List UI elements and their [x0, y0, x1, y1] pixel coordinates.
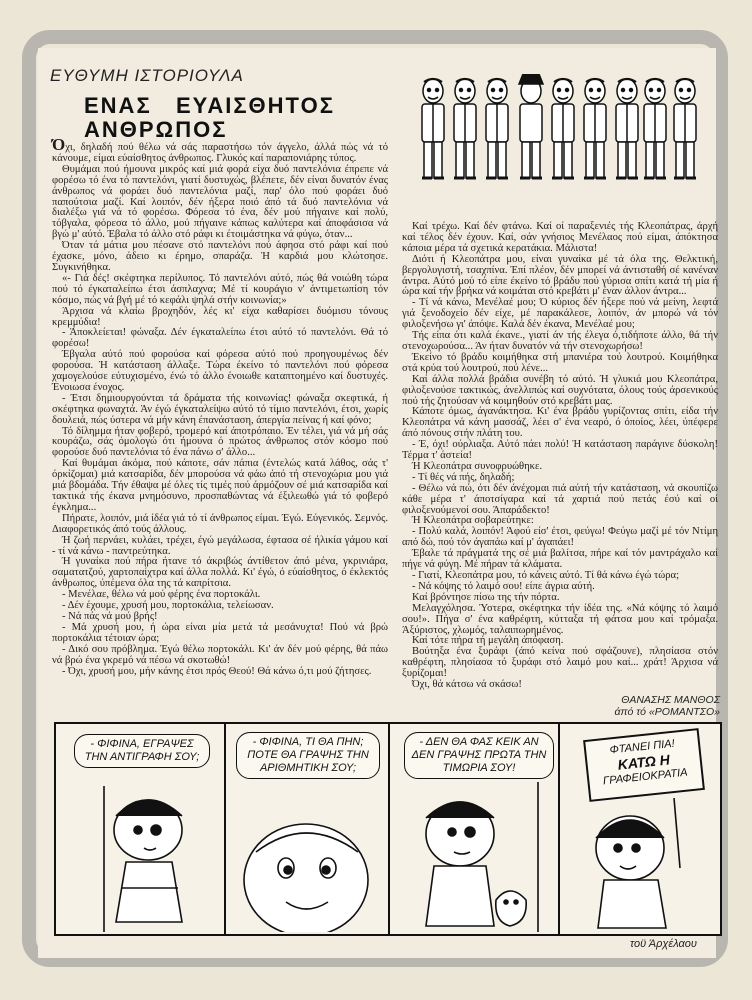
paragraph: Έβαλε τά πράγματά της σέ μιά βαλίτσα, πήρε καί τόν μαντράχαλο καί πήγε νά φύγη. Μέ πήραν τά κλάματα. — [402, 548, 718, 571]
paragraph: Καί βρόντησε πίσω της τήν πόρτα. — [412, 591, 560, 603]
comic-panel-3 — [390, 724, 560, 934]
men-in-suits-illustration — [418, 74, 700, 192]
paragraph: «- Γιά δές! σκέφτηκα περίλυπος. Τό παντελόνι αύτό, πώς θά νοιώθη τώρα πού τό έγκαταλείπω έτσι άσπλαχνα; Μέ τί κουράγιο ν' άντιμετωπίση τόν κόσμο, πώς νά βγή μέ τό κεφάλι ψηλά στήν κοινωνία;» — [52, 272, 388, 306]
paragraph: - Πολύ καλά, λοιπόν! Άφού είσ' έτσι, φεύγω! Φεύγω μαζί μέ τόν Ντίμη από δώ, πού τόν άγαπάω καί μ' άγαπάει! — [402, 526, 718, 549]
paragraph: Μελαγχόλησα. Ύστερα, σκέφτηκα τήν ίδέα της. «Νά κόψης τό λαιμό σου!». Πήγα σ' ένα καθρέφτη, κύτταξα τή φάτσα μου καί τρόμαξα. Άξύριστος, χλωμός, ταλαιπωρημένος. — [402, 602, 718, 636]
girl-protesting-drawing — [570, 798, 720, 932]
paragraph: Ή γυναίκα πού πήρα ήτανε τό άκριβώς άντίθετον άπό μένα, γκρινιάρα, σαματατζού, χαρτοπαίχτρα καί άλλα πολλά. Κι' έγώ, ό εύαίσθητος, ό έκλεκτός άνθρωπος, ύπέμενα όλα της τά καπρίτσια. — [52, 556, 388, 590]
paragraph: Πήρατε, λοιπόν, μιά ίδέα γιά τό τί άνθρωπος είμαι. Έγώ. Εύγενικός. Σεμνός. Διαφορετικός άπό τούς άλλους. — [52, 512, 388, 535]
paragraph: Τό δίλημμα ήταν φοβερό, τρομερό καί άποτρόπαιο. Έν τέλει, γιά νά μή σάς κουράζω, σάς όμολογώ ότι ήμουνα ό πρώτος άνθρωπος στόν κόσμο πού φορούσε δυό παντελόνια τό ένα πάνω σ' άλλο... — [52, 425, 388, 459]
left-text-column — [52, 135, 388, 677]
comic-panel-4 — [560, 724, 722, 934]
paragraph: - Μενέλαε, θέλω νά μού φέρης ένα πορτοκάλι. — [62, 589, 261, 601]
comic-panel-1 — [56, 724, 226, 934]
paragraph: Θυμάμαι πού ήμουνα μικρός καί μιά φορά είχα δυό παντελόνια έπρεπε νά φορέσω τό ένα τό παντελόνι, γιατί δυστυχώς, βλέπετε, δέν είναι δυνατόν ένας άνθρωπος νά φοράει δυό παντελόνια μαζί, παρ' όλο πού φοράει δυό παπούτσια μαζί. Καί λοιπόν, δέν ήξερα ποιό άπό τά δυό παντελόνια νά διαλέξω γιά νά τό φορέσω. Φόρεσα τό ένα, δέν μού πήγαινε καί πολύ, τόβγαλα, φόρεσα τό άλλο, μού πήγαινε κάπως καλύτερα καί άποφάσισα νά βγώ μ' αύτό. Έβαλα τό άλλο στό ράφι κι έτοιμάστηκα νά φύγω, όταν... — [52, 163, 388, 241]
article-source: άπό τό «ΡΟΜΑΝΤΣΟ» — [614, 706, 720, 718]
comic-panel-2 — [226, 724, 390, 934]
paragraph: - Δέν έχουμε, χρυσή μου, πορτοκάλια, τελείωσαν. — [62, 600, 274, 612]
paragraph: Άρχισα νά κλαίω βροχηδόν, λές κι' είχα καθαρίσει δυόμισυ τόνους κρεμμύδια! — [52, 305, 388, 328]
speech-bubble-1: - ΦΙΦΙΝΑ, ΕΓΡΑΨΕΣ ΤΗΝ ΑΝΤΙΓΡΑΦΗ ΣΟΥ; — [74, 734, 210, 768]
paragraph: Διότι ή Κλεοπάτρα μου, είναι γυναίκα μέ τά όλα της. Θελκτική, βεργολυγιστή, τσαχπίνα. Έπί πλέον, δέν μπορεί νά άντισταθή σέ κανέναν άντρα. Αύτό μού τό είπε έκείνο τό βράδυ πού γύρισα σπίτι κατά τή μία ή ώρα καί τήν βρήκα νά κοιμάται στό κρεβάτι μ' έναν άλλον άντρα... — [402, 253, 718, 298]
sign-line-3: ΓΡΑΦΕΙΟΚΡΑΤΙΑ — [602, 766, 689, 788]
paragraph: Καί τότε πήρα τή μεγάλη άπόφαση. — [412, 635, 564, 647]
paragraph: Έβγαλα αύτό πού φορούσα καί φόρεσα αύτό πού προηγουμένως δέν φορούσα. Ή κατάσταση άλλαξε. Τώρα έκείνο τό παντελόνι πού φόρεσα χαμογελούσε εύτυχισμένο, ένώ τό άλλο ένοιωθε καταπτοημένο καί δυστυχές. Ένοιωσα ένοχος. — [52, 349, 388, 393]
paragraph: Καί άλλα πολλά βράδια συνέβη τό αύτό. Ή γλυκιά μου Κλεοπάτρα, φιλοξενούσε τακτικώς, άνελλιπώς καί συχνότατα, όλους τούς άρσενικούς πού τής ζητούσαν νά κοιμηθούν στό κρεβάτι μας. — [402, 373, 718, 407]
sign-line-1: ΦΤΑΝΕΙ ΠΙΑ! — [609, 737, 676, 757]
paragraph: Ή Κλεοπάτρα σοβαρεύτηκε: — [412, 515, 534, 527]
paragraph: Όχι, θά κάτσω νά σκάσω! — [412, 679, 522, 691]
paragraph: - Τί νά κάνω, Μενέλαέ μου; Ό κύριος δέν ήξερε πού νά μείνη, λεφτά γιά ξενοδοχείο δέν είχε, μέ παρακάλεσε, λοιπόν, άν μπορώ νά τόν φιλοξενήσω γι' άπόψε. Καλά δέν έκανα, Μενέλαέ μου; — [402, 297, 718, 331]
girl-with-cat-drawing — [400, 782, 554, 932]
paragraph: Τής είπα ότι καλά έκανε., γιατί άν τής έλεγα ό,τιδήποτε άλλο, θά τήν στενοχωρούσα... Άν ήταν δυνατόν νά τήν στενοχωρήσω! — [402, 330, 718, 352]
paragraph: Έκείνο τό βράδυ κοιμήθηκα στή μπανιέρα τού λουτρού. Κοιμήθηκα στά κρύα τού λουτρού, πού λένε... — [402, 351, 718, 374]
author-name: ΘΑΝΑΣΗΣ ΜΑΝΘΟΣ — [621, 694, 720, 706]
paragraph: - Μά χρυσή μου, ή ώρα είναι μία μετά τά μεσάνυχτα! Πού νά βρώ πορτοκάλια τέτοιαν ώρα; — [52, 621, 388, 644]
article-kicker: ΕΥΘΥΜΗ ΙΣΤΟΡΙΟΥΛΑ — [50, 66, 244, 85]
paragraph: - Θέλω νά πώ, ότι δέν άνέχομαι πιά αύτή τήν κατάσταση, νά σκουπίζω κάθε μέρα τ' άποτσίγαρα καί τά χαρτιά πού πετάς έσύ καί οί φιλοξενούμενοί σου. Άπαράδεκτο! — [402, 482, 718, 516]
paragraph: - Άποκλείεται! φώναξα. Δέν έγκαταλείπω έτσι αύτό τό παντελόνι. Θά τό φορέσω! — [52, 327, 388, 350]
paragraph: - Όχι, χρυσή μου, μήν κάνης έτσι πρός Θεού! Θά κάνω ό,τι μού ζήτησες. — [62, 665, 372, 677]
paragraph: Όταν τά μάτια μου πέσανε στό παντελόνι πού άφησα στό ράφι καί πού έχασκε, μόνο, άδειο κι έρημο, σπαράζα. Ή καρδιά μου κλώτσησε. Συγκινήθηκα. — [52, 240, 388, 273]
paragraph: Βούτηξα ένα ξυράφι (άπό κείνα πού σφάζουνε), πλησίασα στόν καθρέφτη, πλησίασα τό ξυράφι στό λαιμό μου καί... χράτ! Άρχισα νά ξυρίζομαι! — [402, 646, 718, 680]
paragraph: Καί θυμάμαι άκόμα, πού κάποτε, σάν πάπια (έντελώς κατά λάθος, σάς τ' όρκίζομαι) μιά κατσαρίδα, δέν μπορούσα νά φάω άπό τή στενοχώρια μου γιά μιά βδομάδα. Τήν έθαψα μέ όλες τίς τιμές πού άρμόζουν σέ μιά κατσαρίδα καί τακτικά τής έκανα μνημόσυνο, προσπαθώντας νά έξιλεωθώ γιά τό φοβερό έγκλημα... — [52, 458, 388, 513]
paragraph: - Έ, όχι! ούρλιαξα. Αύτό πάει πολύ! Ή κατάσταση παράγινε δύσκολη! Τέρμα τ' άστεία! — [402, 439, 718, 462]
paragraph: - Δικό σου πρόβλημα. Έγώ θέλω πορτοκάλι. Κι' άν δέν μού φέρης, θά πάω νά βρώ ένα γκρεμό νά πέσω νά σκοτωθώ! — [52, 643, 388, 666]
paragraph: - Γιατί, Κλεοπάτρα μου, τό κάνεις αύτό. Τί θά κάνω έγώ τώρα; — [412, 570, 680, 581]
paragraph: Κάποτε όμως, άγανάκτησα. Κι' ένα βράδυ γυρίζοντας σπίτι, είδα τήν Κλεοπάτρα νά κάνη μασσάζ, λέει σ' ένα νεαρό, ό όποίος, λέει, ύπέφερε άπό πόνους στήν πλάτη του. — [402, 406, 718, 440]
protest-sign — [583, 728, 705, 802]
paragraph: Όχι, δηλαδή πού θέλω νά σάς παραστήσω τόν άγγελο, άλλά πώς νά τό κάνουμε, είμαι εύαίσθητος άνθρωπος. Γλυκός καί παραπονιάρης τύπος. — [52, 135, 388, 164]
speech-bubble-3: - ΔΕΝ ΘΑ ΦΑΣ ΚΕΙΚ ΑΝ ΔΕΝ ΓΡΑΨΗΣ ΠΡΩΤΑ ΤΗΝ ΤΙΜΩΡΙΑ ΣΟΥ! — [404, 732, 554, 779]
paragraph: - Νά πάς νά μού βρής! — [62, 610, 158, 622]
girl-reading-drawing — [86, 786, 206, 932]
paragraph: Ή ζωή περνάει, κυλάει, τρέχει, έγώ μεγάλωσα, έφτασα σέ ήλικία γάμου καί - τί νά κάνω - παντρεύτηκα. — [52, 534, 388, 557]
title-line-2: ΑΝΘΡΩΠΟΣ — [84, 117, 228, 142]
comic-credit: τοϋ Άρχέλαου — [630, 938, 697, 950]
paragraph: - Τί θές νά πής, δηλαδή; — [412, 471, 515, 483]
right-text-column — [402, 222, 718, 691]
boy-face-drawing — [236, 804, 386, 932]
article-signature — [540, 694, 720, 718]
paragraph: - Έτσι δημιουργούνται τά δράματα τής κοινωνίας! φώναξα σκεφτικά, ή σκέφτηκα φωναχτά. Άν έγώ έγκαταλείψω αύτό τό τίμιο παντελόνι, έτσι, χωρίς δουλειά, πώς ύστερα νά μήν κάνη έπανάσταση, άπεργία πείνας ή καί φόνο; — [52, 392, 388, 426]
paragraph: - Νά κόψης τό λαιμό σου! είπε άγρια αύτή. — [412, 580, 595, 592]
title-line-1: ΕΝΑΣ ΕΥΑΙΣΘΗΤΟΣ — [84, 93, 335, 118]
paragraph: Ή Κλεοπάτρα συνοφρυώθηκε. — [412, 460, 543, 472]
comic-strip — [54, 722, 722, 936]
sign-line-2: ΚΑΤΩ Η — [616, 751, 671, 773]
paragraph: Καί τρέχω. Καί δέν φτάνω. Καί οί παραξενιές τής Κλεοπάτρας, άρχή καί τέλος δέν έχουν. Καί, σάν γνήσιος Μενέλαος πού είμαι, άπόκτησα κάποια μέρα τά σχετικά κερατάκια. Μάλιστα! — [402, 221, 718, 254]
speech-bubble-2: - ΦΙΦΙΝΑ, ΤΙ ΘΑ ΠΗΝ; ΠΟΤΕ ΘΑ ΓΡΑΨΗΣ ΤΗΝ ΑΡΙΘΜΗΤΙΚΗ ΣΟΥ; — [236, 732, 380, 779]
article-title — [84, 94, 335, 142]
